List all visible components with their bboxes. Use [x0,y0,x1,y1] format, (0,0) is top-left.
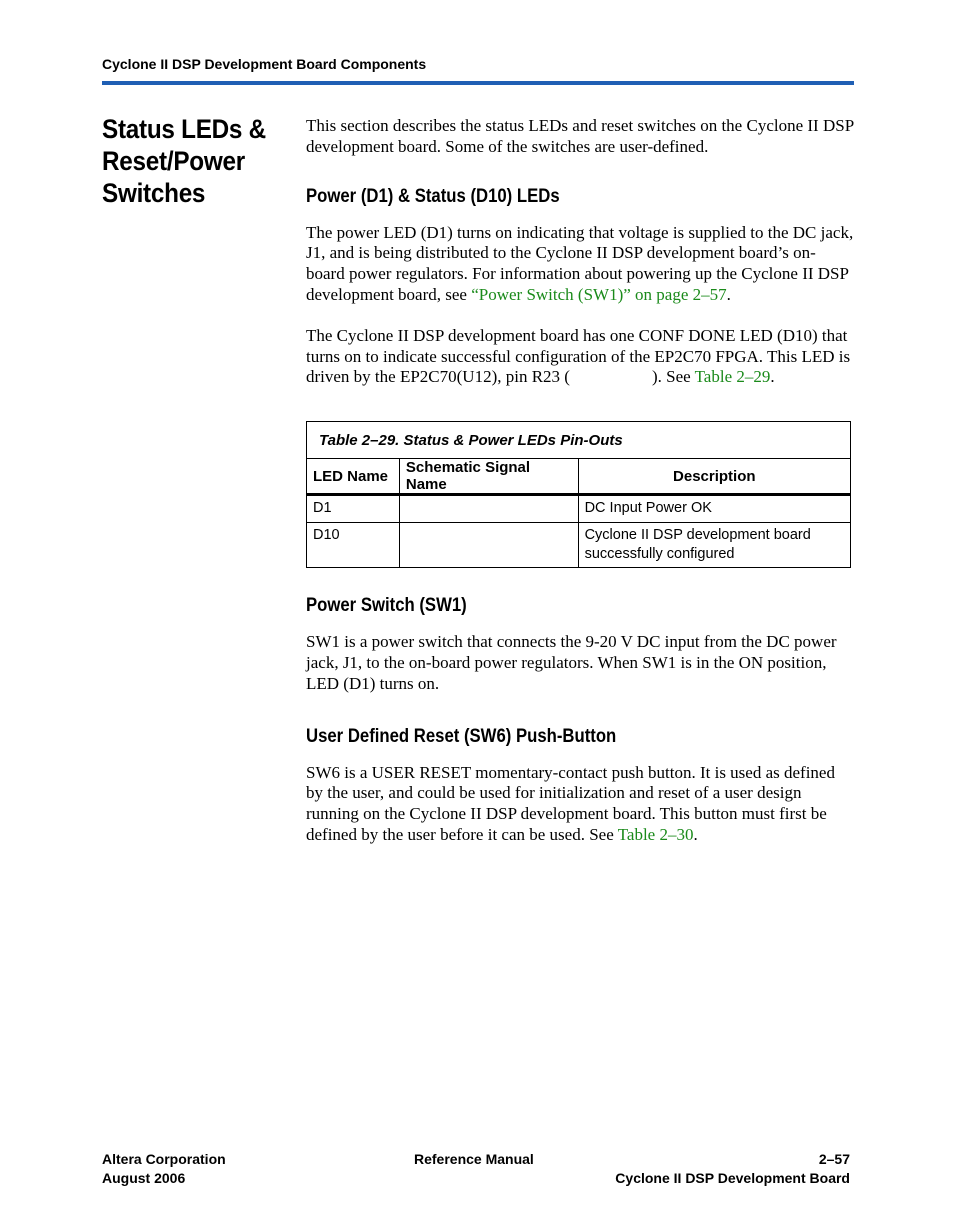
conf-done-mid: ). See [651,367,695,387]
running-head: Cyclone II DSP Development Board Components [102,56,427,72]
power-led-text: The power LED (D1) turns on indicating that voltage is supplied to the DC jack, J1, and is being distributed to the Cyclone II DSP development board’s on-board power regulators. For information about powering up the Cyclone II DSP development board, see [306,222,854,304]
section-title: Status LEDs & Reset/Power Switches [102,114,266,208]
column-header-led-name: LED Name [307,459,400,495]
footer-product: Cyclone II DSP Development Board [615,1170,850,1186]
cell-signal-name [399,523,578,568]
column-header-signal-name: Schematic Signal Name [399,459,578,495]
power-switch-paragraph: SW1 is a power switch that connects the 9-20 V DC input from the DC power jack, J1, to the on-board power regulators. When SW1 is in the ON position, LED (D1) turns on. [306,632,837,693]
table-row [307,523,851,568]
table-2-30-link[interactable]: Table 2–30 [617,824,694,844]
footer-center [414,1150,534,1169]
footer-left [102,1150,226,1188]
heading-reset-button: User Defined Reset (SW6) Push-Button [306,725,617,747]
cell-description: Cyclone II DSP development board successfully configured [578,523,850,568]
conf-done-end: . [770,367,775,387]
cell-led-name: D1 [307,495,400,523]
cell-signal-name [399,495,578,523]
conf-done-text: The Cyclone II DSP development board has one CONF DONE LED (D10) that turns on to indicate successful configuration of the EP2C70 FPGA. This LED is driven by the EP2C70(U12), pin R23 ( [306,325,851,387]
main-content [306,116,854,846]
reset-button-text: SW6 is a USER RESET momentary-contact push button. It is used as defined by the user, and could be used for initialization and reset of a user design running on the Cyclone II DSP development board. This button must first be defined by the user before it can be used. See [306,762,835,844]
intro-paragraph: This section describes the status LEDs and reset switches on the Cyclone II DSP development board. Some of the switches are user-defined. [306,116,854,156]
leds-pinout-table [306,421,851,568]
footer-date: August 2006 [102,1170,186,1186]
cell-description: DC Input Power OK [578,495,850,523]
power-switch-link[interactable]: “Power Switch (SW1)” on page 2–57 [471,284,727,304]
footer-manual: Reference Manual [414,1151,534,1167]
column-header-description: Description [578,459,850,495]
footer-company: Altera Corporation [102,1151,226,1167]
table-row [307,495,851,523]
heading-power-switch: Power Switch (SW1) [306,595,467,617]
footer-right [615,1150,850,1188]
reset-button-paragraph [306,763,854,846]
cell-led-name: D10 [307,523,400,568]
power-led-end: . [726,284,731,304]
reset-button-end: . [693,824,698,844]
conf-done-paragraph [306,326,854,388]
power-led-paragraph [306,223,854,306]
page-number: 2–57 [818,1151,850,1167]
heading-power-status-leds: Power (D1) & Status (D10) LEDs [306,185,560,207]
table-caption: Table 2–29. Status & Power LEDs Pin-Outs [307,422,851,459]
table-2-29-link[interactable]: Table 2–29 [694,367,771,387]
header-rule [102,81,854,85]
